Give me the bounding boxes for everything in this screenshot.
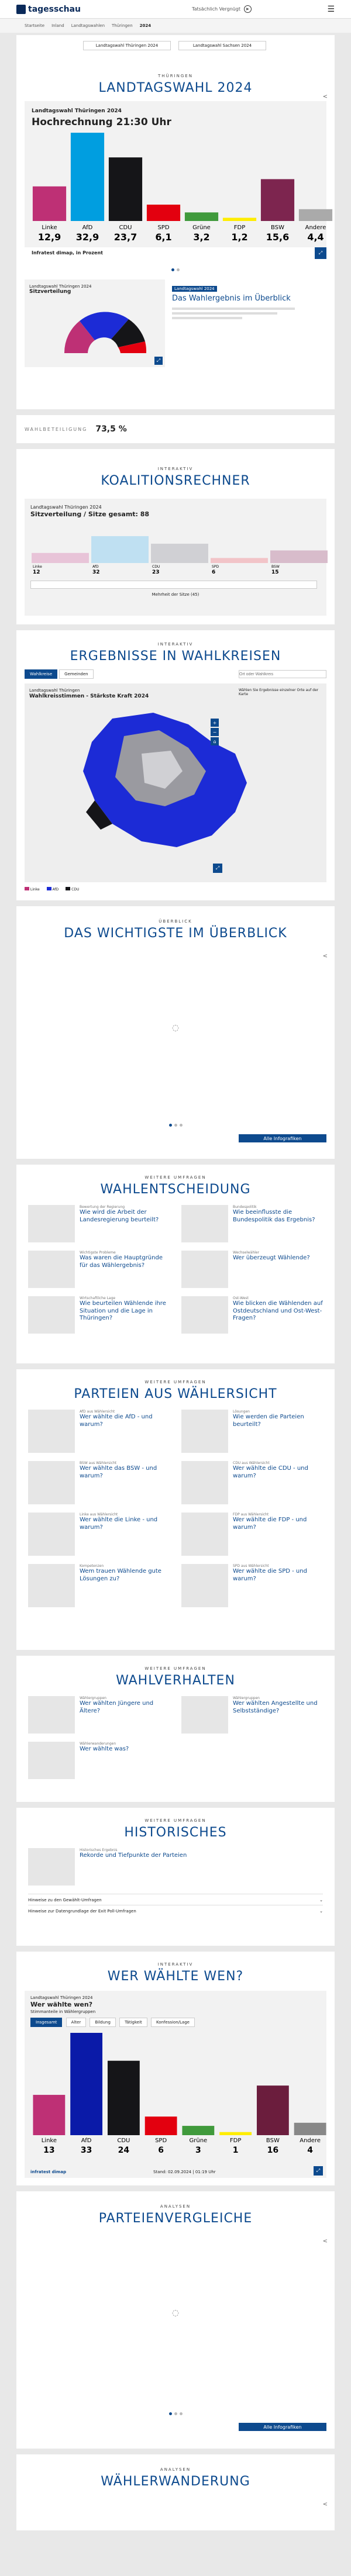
data-label: 15 (271, 569, 279, 575)
teaser-image (28, 1696, 75, 1734)
bar-grüne (185, 212, 218, 221)
teaser-image (28, 1205, 75, 1242)
section-title: DAS WICHTIGSTE IM ÜBERBLICK (64, 926, 287, 941)
breadcrumb (0, 19, 351, 33)
hamburger-icon[interactable]: ☰ (327, 4, 335, 14)
data-label: 23 (152, 569, 160, 575)
data-label: 6 (212, 569, 216, 575)
tick-label: CDU (152, 565, 160, 569)
tick-label: AfD (82, 225, 93, 231)
search-input[interactable] (239, 670, 326, 678)
teaser-title[interactable]: Das Wahlergebnis im Überblick (172, 294, 291, 303)
tick-label: CDU (117, 2138, 130, 2144)
teaser-item[interactable]: Bundespolitik Wie beeinflusste die Bundespolitik das Ergebnis? (181, 1205, 323, 1242)
section-title: ERGEBNISSE IN WAHLKREISEN (70, 649, 281, 664)
data-label: 6,1 (155, 232, 172, 243)
entscheidung-section: WEITERE UMFRAGEN WAHLENTSCHEIDUNG Bewertung der Regierung Wie wird die Arbeit der Landesregierung beurteilt? Bundespolitik Wie beeinflusste die Bundespolitik das Ergebnis? Wichtigste Probleme Was waren die Hauptgründe für das Wählergebnis? Wechselwähler Wer überzeugt Wählende? Wirtschaftliche Lage Wie beurteilen Wählende ihre Situation und die Lage in Thüringen? Ost-West Wie blicken die Wählenden auf Ostdeutschland und Ost-West-Fragen? (16, 1165, 335, 1363)
data-label: 33 (80, 2146, 92, 2155)
bar-cdu (151, 544, 208, 563)
fullscreen-icon[interactable]: ⤢ (314, 2166, 323, 2176)
loading-spinner-icon: ◌ (171, 1023, 180, 1033)
bar-afd (71, 133, 104, 221)
historisches-section: WEITERE UMFRAGEN HISTORISCHES Historisches Ergebnis Rekorde und Tiefpunkte der Parteien Hinweise zu den Gewählt-Umfragen ⌄ Hinweise zur Datengrundlage der Exit Poll-Umfragen ⌄ (16, 1808, 335, 1946)
teaser-image (28, 1848, 75, 1886)
data-label: 23,7 (113, 232, 137, 243)
teaser-item[interactable]: Linke aus Wählersicht Wer wählte die Linke - und warum? (28, 1513, 170, 1556)
bar-bsw (270, 550, 328, 563)
tick-label: Grüne (189, 2138, 208, 2144)
tab-sachsen[interactable]: Landtagswahl Sachsen 2024 (178, 41, 266, 50)
carousel-dots[interactable] (16, 268, 335, 271)
bar-grüne (182, 2126, 214, 2135)
teaser-item[interactable]: Wichtigste Probleme Was waren die Hauptgründe für das Wählergebnis? (28, 1251, 170, 1288)
teaser-item[interactable]: Lösungen Wie werden die Parteien beurteilt? (181, 1410, 323, 1453)
tick-label: BSW (266, 2138, 280, 2144)
thueringen-map[interactable] (60, 707, 270, 859)
tick-label: Grüne (192, 225, 211, 231)
zoom-out-icon[interactable]: − (211, 728, 219, 736)
bar-spd (147, 205, 180, 221)
tab-konfession[interactable]: Konfession/Lage (151, 2018, 195, 2027)
teaser-item[interactable]: Kompetenzen Wem trauen Wählende gute Lösungen zu? (28, 1564, 170, 1607)
bar-bsw (257, 2085, 289, 2135)
bar-bsw (261, 179, 294, 221)
werwaehlte-section: INTERAKTIV WER WÄHLTE WEN? Landtagswahl Thüringen 2024 Wer wählte wen? Stimmanteile in Wählergruppen Insgesamt Alter Bildung Tätigkeit Konfession/Lage Linke 13 AfD 33 CDU 24 SPD 6 Grüne 3 FDP 1 BSW 16 Andere 4 infratest dimap Stand: 02.09.2024 | 01:19 Uhr ⤢ (16, 1952, 335, 2185)
bar-fdp (223, 217, 256, 221)
data-label: 4 (307, 2146, 313, 2155)
teaser-item[interactable]: Wählergruppen Wer wählten Jüngere und Ältere? (28, 1696, 170, 1734)
tab-bildung[interactable]: Bildung (90, 2018, 115, 2027)
teaser-item[interactable]: BSW aus Wählersicht Wer wählte das BSW - und warum? (28, 1461, 170, 1504)
breadcrumb-item[interactable]: 2024 (139, 23, 152, 28)
live-player[interactable]: Tatsächlich Vergnügt ▶ (192, 5, 252, 13)
teaser-image (28, 1251, 75, 1288)
tab-wahlkreise[interactable]: Wahlkreise (25, 669, 57, 679)
hochrechnung-bars (30, 130, 335, 244)
hero-section (16, 35, 335, 409)
reset-icon[interactable]: ⌂ (211, 737, 219, 745)
data-label: 12 (33, 569, 40, 575)
parteien-section: WEITERE UMFRAGEN PARTEIEN AUS WÄHLERSICHT AfD aus Wählersicht Wer wählte die AfD - und warum? Lösungen Wie werden die Parteien beurteilt? BSW aus Wählersicht Wer wählte das BSW - und warum? CDU aus Wählersicht Wer wählte die CDU - und warum? Linke aus Wählersicht Wer wählte die Linke - und warum? FDP aus Wählersicht Wer wählte die FDP - und warum? Kompetenzen Wem trauen Wählende gute Lösungen zu? SPD aus Wählersicht Wer wählte die SPD - und warum? (16, 1369, 335, 1650)
logo[interactable]: tagesschau (16, 5, 81, 14)
section-title: WAHLENTSCHEIDUNG (100, 1182, 251, 1197)
seat-donut-chart (29, 295, 158, 359)
bar-linke (33, 2095, 65, 2135)
loading-spinner-icon: ◌ (171, 2308, 180, 2318)
data-label: 6 (158, 2146, 164, 2155)
teaser-item[interactable]: Ost-West Wie blicken die Wählenden auf Ostdeutschland und Ost-West-Fragen? (181, 1296, 323, 1334)
werwaehlte-bars (30, 2031, 329, 2156)
share-icon[interactable]: < (322, 2501, 328, 2508)
all-infographics-button[interactable]: Alle Infografiken (239, 2423, 326, 2431)
hint-link[interactable]: Hinweise zu den Gewählt-Umfragen ⌄ (28, 1894, 323, 1902)
data-label: 24 (118, 2146, 130, 2155)
bar-andere (299, 209, 332, 221)
tick-label: Linke (33, 565, 42, 569)
chart-title: Hochrechnung 21:30 Uhr (32, 116, 171, 128)
data-label: 1,2 (231, 232, 248, 243)
vergleiche-section: ANALYSEN PARTEIENVERGLEICHE < ◌ Alle Infografiken (16, 2191, 335, 2449)
result-teaser[interactable]: Landtagswahl 2024 Das Wahlergebnis im Überblick (172, 279, 326, 367)
wanderung-section: ANALYSEN WÄHLERWANDERUNG < (16, 2454, 335, 2530)
tick-label: Linke (42, 225, 57, 231)
carousel-dots[interactable] (16, 1124, 335, 1127)
tick-label: Andere (300, 2138, 321, 2144)
data-label: 13 (43, 2146, 55, 2155)
tab-alter[interactable]: Alter (66, 2018, 87, 2027)
seat-chart-card: Landtagswahl Thüringen 2024 Sitzverteilung ⤢ (25, 279, 165, 367)
teaser-image (181, 1410, 228, 1453)
fullscreen-icon[interactable]: ⤢ (315, 247, 326, 259)
share-icon[interactable]: < (322, 2238, 328, 2244)
section-title: KOALITIONSRECHNER (101, 474, 250, 488)
all-infographics-button[interactable]: Alle Infografiken (239, 1134, 326, 1142)
teaser-image (181, 1513, 228, 1556)
data-label: 3,2 (193, 232, 210, 243)
play-icon[interactable]: ▶ (244, 5, 252, 13)
teaser-image (181, 1205, 228, 1242)
teaser-image (28, 1461, 75, 1504)
historisches-teaser[interactable]: Historisches Ergebnis Rekorde und Tiefpunkte der Parteien (28, 1848, 323, 1886)
teaser-image (181, 1296, 228, 1334)
data-label: 32 (92, 569, 100, 575)
data-label: 32,9 (75, 232, 99, 243)
teaser-item[interactable]: Wirtschaftliche Lage Wie beurteilen Wählende ihre Situation und die Lage in Thüringen? (28, 1296, 170, 1334)
tick-label: FDP (229, 2138, 242, 2144)
teaser-image (28, 1296, 75, 1334)
section-title: PARTEIEN AUS WÄHLERSICHT (74, 1387, 277, 1401)
turnout-row: WAHLBETEILIGUNG 73,5 % (16, 415, 335, 443)
tab-thueringen[interactable]: Landtagswahl Thüringen 2024 (83, 41, 171, 50)
section-title: HISTORISCHES (124, 1825, 227, 1840)
teaser-item[interactable]: Wählerwanderungen Wer wählte was? (28, 1742, 170, 1779)
chart-note: Infratest dimap, in Prozent (32, 250, 103, 255)
section-title: PARTEIENVERGLEICHE (98, 2211, 253, 2226)
bar-spd (211, 558, 268, 563)
fullscreen-icon[interactable]: ⤢ (213, 864, 222, 873)
teaser-image (28, 1410, 75, 1453)
section-title: LANDTAGSWAHL 2024 (98, 81, 253, 95)
map-panel: Landtagswahl Thüringen Wahlkreisstimmen - Stärkste Kraft 2024 Wählen Sie Ergebnisse einzelner Orte auf der Karte + − ⌂ ⤢ (25, 683, 326, 882)
tick-label: CDU (119, 225, 132, 231)
share-icon[interactable]: < (322, 94, 328, 100)
bar-cdu (108, 2061, 140, 2135)
section-title: WAHLVERHALTEN (116, 1673, 235, 1688)
tick-label: AfD (92, 565, 99, 569)
data-label: 3 (195, 2146, 201, 2155)
bar-cdu (109, 157, 142, 221)
tick-label: Andere (305, 225, 326, 231)
data-label: 4,4 (307, 232, 324, 243)
majority-bar (30, 581, 317, 589)
tick-label: BSW (271, 225, 284, 231)
tick-label: Linke (41, 2138, 57, 2144)
koalition-chart: Landtagswahl Thüringen 2024 Sitzverteilung / Sitze gesamt: 88 Linke 12 AfD 32 CDU 23 SPD 6 BSW 15 Mehrheit der Sitze (45) (25, 499, 326, 616)
tick-label: BSW (271, 565, 280, 569)
wahlkreise-section: INTERAKTIV ERGEBNISSE IN WAHLKREISEN Wahlkreise Gemeinden Ort oder Wahlkreis Landtagswahl Thüringen Wahlkreisstimmen - Stärkste Kraft 2024 Wählen Sie Ergebnisse einzelner Orte auf der Karte + − ⌂ ⤢ Linke AfD CDU (16, 630, 335, 900)
map-info: Wählen Sie Ergebnisse einzelner Orte auf der Karte (239, 688, 319, 696)
hochrechnung-chart (25, 101, 326, 255)
bar-andere (294, 2123, 326, 2135)
koalition-section: INTERAKTIV KOALITIONSRECHNER Landtagswahl Thüringen 2024 Sitzverteilung / Sitze gesamt: 88 Linke 12 AfD 32 CDU 23 SPD 6 BSW 15 Mehrheit der Sitze (45) (16, 449, 335, 624)
carousel-dots[interactable] (16, 2412, 335, 2415)
breadcrumb-item[interactable]: Startseite (25, 23, 45, 28)
logo-icon (16, 5, 26, 14)
breadcrumb-item[interactable]: Thüringen (112, 23, 133, 28)
tick-label: FDP (233, 225, 246, 231)
section-title: WÄHLERWANDERUNG (101, 2474, 250, 2489)
werwaehlte-tabs (30, 2018, 197, 2027)
bar-spd (145, 2116, 177, 2135)
teaser-item[interactable]: AfD aus Wählersicht Wer wählte die AfD - und warum? (28, 1410, 170, 1453)
chart-label: Landtagswahl Thüringen 2024 (32, 108, 122, 114)
turnout-value: 73,5 % (95, 424, 127, 434)
teaser-image (181, 1251, 228, 1288)
hint-link[interactable]: Hinweise zur Datengrundlage der Exit Poll-Umfragen ⌄ (28, 1905, 323, 1914)
map-legend: Linke AfD CDU (25, 887, 326, 892)
verhalten-section: WEITERE UMFRAGEN WAHLVERHALTEN Wählergruppen Wer wählten Jüngere und Ältere? Wählergruppen Wer wählten Angestellte und Selbstständige? Wählerwanderungen Wer wählte was? (16, 1656, 335, 1802)
teaser-item[interactable]: Wechselwähler Wer überzeugt Wählende? (181, 1251, 323, 1288)
ueberblick-section: ÜBERBLICK DAS WICHTIGSTE IM ÜBERBLICK < ◌ Alle Infografiken (16, 906, 335, 1159)
teaser-item[interactable]: CDU aus Wählersicht Wer wählte die CDU - und warum? (181, 1461, 323, 1504)
teaser-image (181, 1461, 228, 1504)
teaser-item[interactable]: SPD aus Wählersicht Wer wählte die SPD - und warum? (181, 1564, 323, 1607)
data-label: 16 (267, 2146, 279, 2155)
tick-label: SPD (212, 565, 219, 569)
breadcrumb-item[interactable]: Landtagswahlen (71, 23, 105, 28)
teaser-image (28, 1742, 75, 1779)
koalition-bars[interactable] (30, 534, 329, 575)
section-kicker: THÜRINGEN (158, 74, 193, 78)
tick-label: SPD (155, 2138, 167, 2144)
data-label: 1 (232, 2146, 239, 2155)
bar-afd (70, 2033, 102, 2135)
top-bar (0, 0, 351, 19)
teaser-image (181, 1696, 228, 1734)
breadcrumb-item[interactable]: Inland (51, 23, 64, 28)
section-title: WER WÄHLTE WEN? (107, 1969, 244, 1984)
tick-label: SPD (157, 225, 170, 231)
zoom-in-icon[interactable]: + (211, 719, 219, 727)
tab-gemeinden[interactable]: Gemeinden (59, 669, 93, 679)
tab-insgesamt[interactable]: Insgesamt (30, 2018, 62, 2027)
fullscreen-icon[interactable]: ⤢ (154, 357, 163, 365)
teaser-image (28, 1513, 75, 1556)
werwaehlte-chart: Landtagswahl Thüringen 2024 Wer wählte wen? Stimmanteile in Wählergruppen Insgesamt Alter Bildung Tätigkeit Konfession/Lage Linke 13 AfD 33 CDU 24 SPD 6 Grüne 3 FDP 1 BSW 16 Andere 4 infratest dimap Stand: 02.09.2024 | 01:19 Uhr ⤢ (25, 1991, 326, 2178)
bar-linke (32, 553, 89, 563)
teaser-image (28, 1564, 75, 1607)
bar-afd (91, 536, 149, 563)
teaser-image (181, 1564, 228, 1607)
data-label: 15,6 (266, 232, 290, 243)
teaser-item[interactable]: Wählergruppen Wer wählten Angestellte und Selbstständige? (181, 1696, 323, 1734)
zoom-controls (211, 719, 219, 745)
share-icon[interactable]: < (322, 953, 328, 959)
bar-fdp (219, 2132, 252, 2135)
tab-taetigkeit[interactable]: Tätigkeit (119, 2018, 147, 2027)
bar-linke (33, 187, 66, 221)
data-label: 12,9 (37, 232, 61, 243)
teaser-item[interactable]: FDP aus Wählersicht Wer wählte die FDP - und warum? (181, 1513, 323, 1556)
tick-label: AfD (81, 2138, 92, 2144)
teaser-item[interactable]: Bewertung der Regierung Wie wird die Arbeit der Landesregierung beurteilt? (28, 1205, 170, 1242)
